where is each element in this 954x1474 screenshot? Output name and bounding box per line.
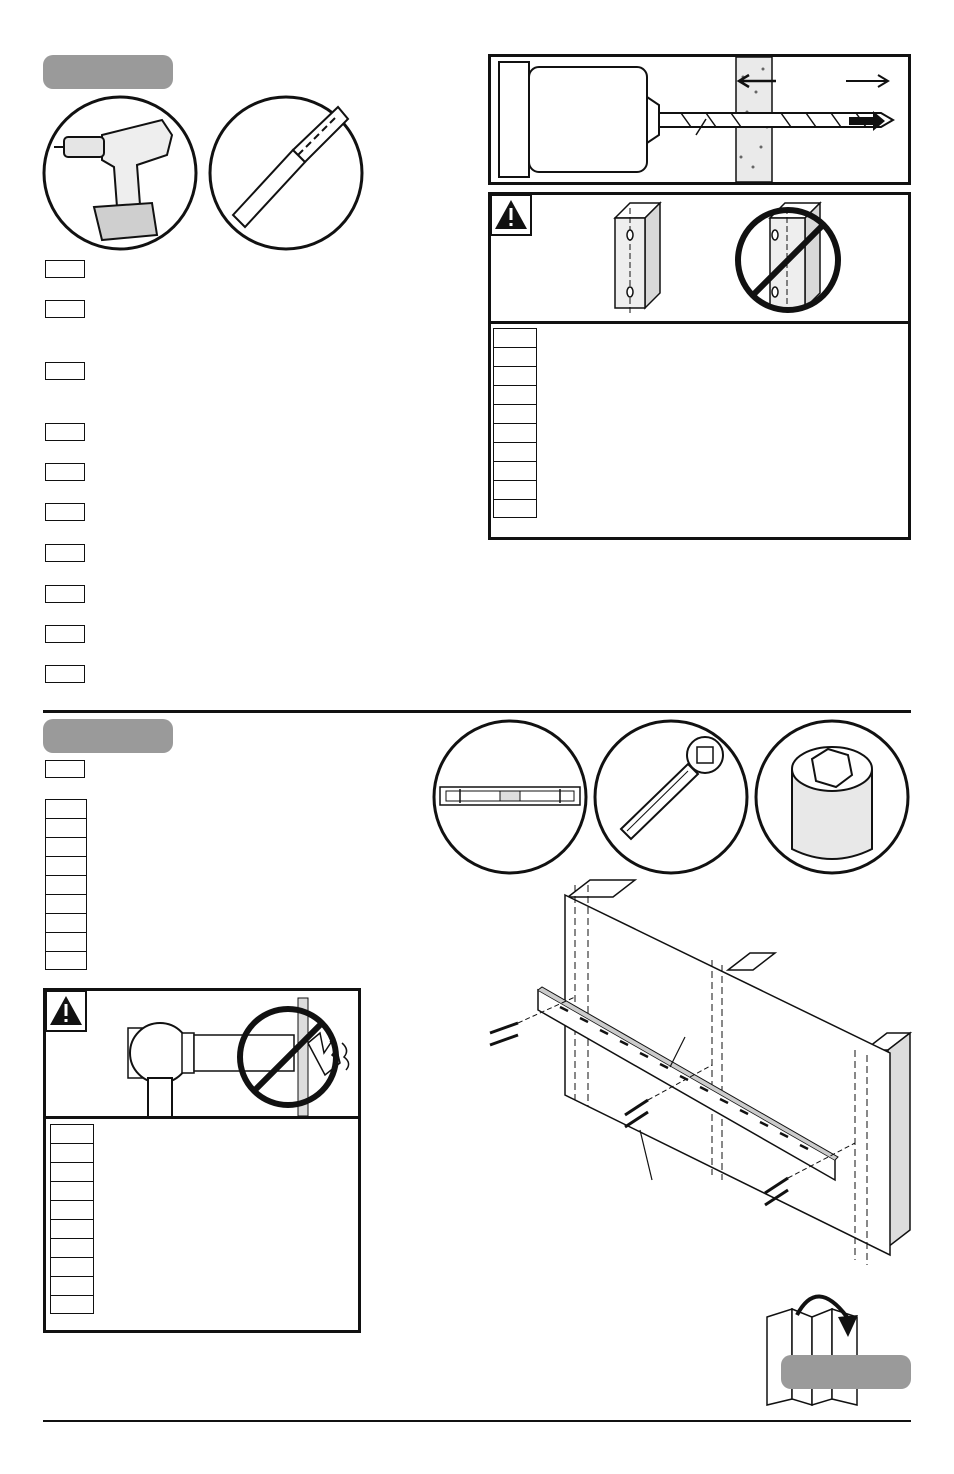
checklist-box[interactable] [45, 503, 85, 521]
overtightening-illustration [120, 993, 360, 1118]
drill-bit-icon [208, 95, 364, 251]
checklist-box[interactable] [45, 463, 85, 481]
panel-divider [43, 1116, 361, 1119]
warning-checklist[interactable] [493, 328, 537, 518]
checklist-box[interactable] [45, 585, 85, 603]
drill-icon [42, 95, 198, 251]
page-turn-icon [762, 1287, 872, 1407]
warning-icon [46, 991, 86, 1031]
hex-socket-icon [754, 719, 910, 875]
footer-rule [43, 1420, 911, 1422]
section-divider [43, 710, 911, 713]
checklist-box[interactable] [45, 423, 85, 441]
warning-icon [491, 195, 531, 235]
checklist-box[interactable] [45, 300, 85, 318]
step-2-label [43, 719, 173, 753]
checklist-box[interactable] [45, 260, 85, 278]
incorrect-stud-illustration [735, 198, 845, 318]
checklist-box[interactable] [45, 544, 85, 562]
stud-warning-panel [488, 192, 911, 540]
continue-label [781, 1355, 911, 1389]
step-2-checklist[interactable] [45, 799, 87, 970]
step-1-label [43, 55, 173, 89]
level-icon [432, 719, 588, 875]
correct-stud-illustration [610, 198, 670, 318]
drill-into-wall-illustration [491, 57, 908, 182]
checklist-box[interactable] [45, 665, 85, 683]
panel-divider [488, 321, 911, 324]
checklist-box[interactable] [45, 362, 85, 380]
checklist-box[interactable] [45, 625, 85, 643]
ratchet-wrench-icon [593, 719, 749, 875]
checklist-box[interactable] [45, 760, 85, 778]
warning-checklist[interactable] [50, 1124, 94, 1314]
wall-plate-mounting-illustration [480, 875, 920, 1275]
